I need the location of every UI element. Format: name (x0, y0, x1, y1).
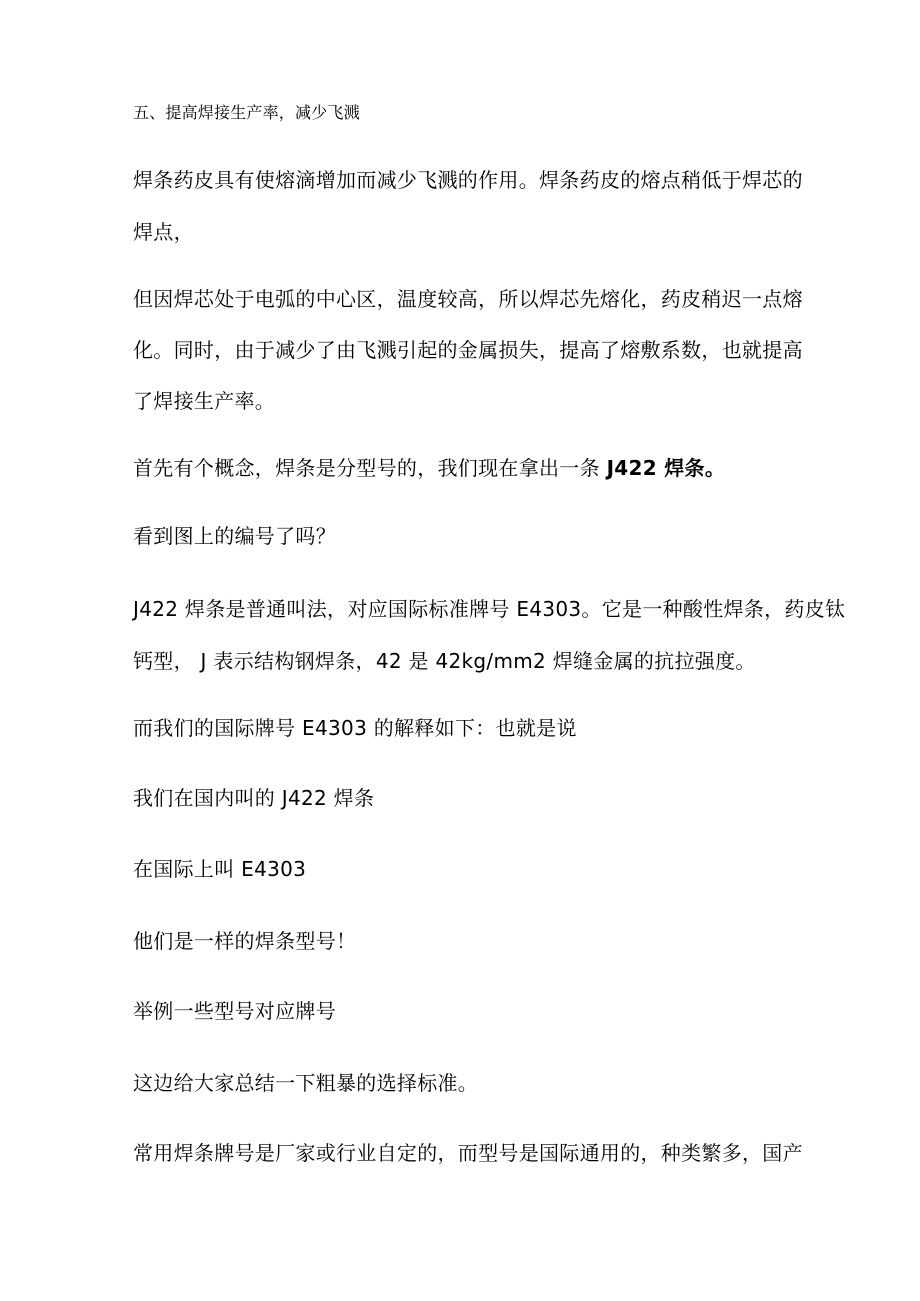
paragraph-10: 举例一些型号对应牌号 (133, 999, 336, 1023)
section-heading: 五、提高焊接生产率，减少飞溅 (133, 103, 360, 122)
paragraph-3 (133, 456, 725, 480)
paragraph-8: 在国际上叫 E4303 (133, 857, 307, 881)
paragraph-7: 我们在国内叫的 J422 焊条 (133, 786, 375, 810)
paragraph-1-line-1: 焊条药皮具有使熔滴增加而减少飞溅的作用。焊条药皮的熔点稍低于焊芯的 (133, 168, 803, 192)
paragraph-2-line-2: 化。同时，由于减少了由飞溅引起的金属损失，提高了熔敷系数，也就提高 (133, 338, 803, 362)
paragraph-9: 他们是一样的焊条型号！ (133, 929, 357, 953)
paragraph-2-line-3: 了焊接生产率。 (133, 389, 276, 413)
paragraph-12: 常用焊条牌号是厂家或行业自定的，而型号是国际通用的，种类繁多，国产 (133, 1141, 803, 1165)
paragraph-11: 这边给大家总结一下粗暴的选择标准。 (133, 1071, 479, 1095)
paragraph-5-line-2: 钙型， J 表示结构钢焊条，42 是 42kg/mm2 焊缝金属的抗拉强度。 (133, 649, 756, 673)
paragraph-3-bold: J422 焊条。 (606, 456, 726, 480)
paragraph-4: 看到图上的编号了吗？ (133, 524, 336, 548)
paragraph-5-line-1: J422 焊条是普通叫法，对应国际标准牌号 E4303。它是一种酸性焊条，药皮钛 (133, 597, 846, 621)
paragraph-1-line-2: 焊点， (133, 220, 194, 244)
paragraph-6: 而我们的国际牌号 E4303 的解释如下：也就是说 (133, 716, 577, 740)
paragraph-3-text: 首先有个概念，焊条是分型号的，我们现在拿出一条 (133, 456, 607, 480)
paragraph-2-line-1: 但因焊芯处于电弧的中心区，温度较高，所以焊芯先熔化，药皮稍迟一点熔 (133, 287, 803, 311)
